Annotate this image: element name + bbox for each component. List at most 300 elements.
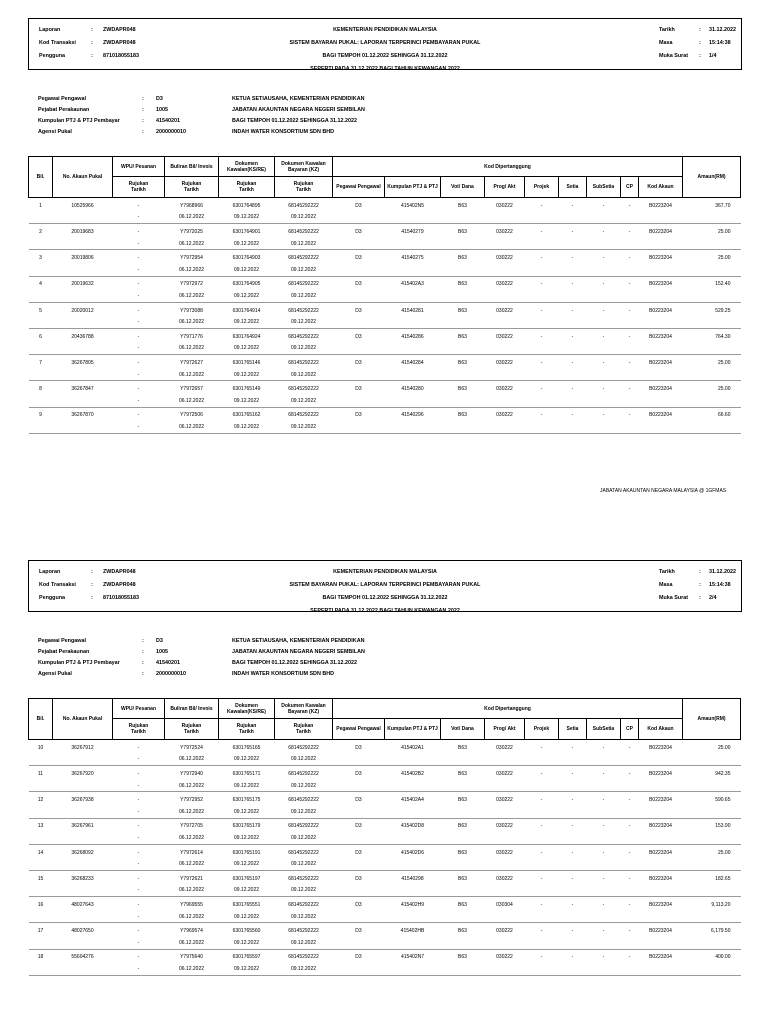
cell-setia: -	[571, 359, 574, 366]
cell-setia: -	[571, 928, 574, 935]
cell-wpu: -	[137, 307, 140, 314]
cell-setia: -	[571, 281, 574, 288]
table-row	[29, 302, 741, 316]
info-colon: :	[142, 660, 144, 666]
cell-projek: -	[540, 386, 543, 393]
info-row	[38, 638, 365, 649]
muka-surat-value: 1/4	[709, 53, 717, 59]
col-cp: CP	[621, 177, 639, 198]
cell-empty	[53, 937, 113, 949]
cell-ptj: 41540275	[401, 255, 424, 262]
masa-label: Masa	[659, 582, 673, 588]
report-title-asof: SEPERTI PADA 31.12.2022 BAGI TAHUN KEWANGAN 2022	[310, 608, 460, 614]
cell-empty	[559, 858, 587, 870]
cell-empty	[333, 754, 385, 766]
table-row	[29, 328, 741, 342]
report-info-block	[38, 96, 365, 140]
cell-ptj: 415402H9	[400, 901, 425, 908]
cell-dana: B63	[458, 333, 467, 340]
cell-empty	[559, 832, 587, 844]
cell-ptj: 415402D8	[400, 823, 425, 830]
report-title-system: SISTEM BAYARAN PUKAL: LAPORAN TERPERINCI PEMBAYARAN PUKAL	[289, 40, 481, 46]
cell-amaun: 66.60	[717, 412, 731, 419]
cell-ks: 6301765149	[232, 386, 261, 393]
cell-cp: -	[628, 954, 631, 961]
col-setia: Setia	[559, 719, 587, 740]
table-row	[29, 407, 741, 421]
cell-subsetia: -	[602, 255, 605, 262]
cell-akaun: 20019806	[71, 255, 94, 262]
cell-empty	[639, 369, 683, 381]
cell-inv-tarikh: 06.12.2022	[165, 395, 219, 407]
cell-kz: 68145292222	[288, 823, 319, 830]
cell-empty	[683, 238, 741, 250]
cell-ptj: 41540296	[401, 412, 424, 419]
cell-empty	[441, 806, 485, 818]
cell-kz-tarikh: 09.12.2022	[275, 238, 333, 250]
cell-empty	[525, 885, 559, 897]
cell-subsetia: -	[602, 823, 605, 830]
cell-kz-tarikh: 09.12.2022	[275, 395, 333, 407]
cell-kz-tarikh: 09.12.2022	[275, 911, 333, 923]
cell-empty	[53, 885, 113, 897]
column-label: Rujukan	[293, 723, 314, 729]
cell-empty	[559, 963, 587, 975]
cell-empty	[485, 963, 525, 975]
kod-transaksi-value: ZWDAPR048	[103, 582, 136, 588]
cell-wpu: -	[137, 281, 140, 288]
col-akaun: No. Akaun Pukal	[53, 157, 113, 198]
info-colon: :	[142, 671, 144, 677]
cell-ks: 6301765146	[232, 359, 261, 366]
cell-kz: 68145292222	[288, 359, 319, 366]
cell-empty	[683, 421, 741, 433]
col-invois-rujukan	[165, 719, 219, 740]
cell-amaun: 6,179.50	[711, 928, 731, 935]
cell-dana: B63	[458, 386, 467, 393]
column-label: Tarikh	[239, 729, 254, 735]
cell-empty	[683, 832, 741, 844]
cell-ptj: 415402N7	[400, 954, 425, 961]
cell-empty	[621, 369, 639, 381]
cell-empty	[29, 421, 53, 433]
cell-prog: 030222	[496, 359, 513, 366]
cell-wpu: -	[137, 901, 140, 908]
cell-empty	[441, 858, 485, 870]
cell-wpu-tarikh: -	[113, 780, 165, 792]
cell-kz-tarikh: 09.12.2022	[275, 212, 333, 224]
cell-kz: 68145292222	[288, 412, 319, 419]
cell-empty	[441, 937, 485, 949]
cell-empty	[683, 212, 741, 224]
cell-empty	[485, 343, 525, 355]
table-row	[29, 923, 741, 937]
cell-empty	[29, 911, 53, 923]
cell-empty	[639, 937, 683, 949]
cell-projek: -	[540, 954, 543, 961]
cell-wpu: -	[137, 849, 140, 856]
cell-dana: B63	[458, 849, 467, 856]
cell-empty	[683, 395, 741, 407]
cell-kz-tarikh: 09.12.2022	[275, 343, 333, 355]
cell-dana: B63	[458, 901, 467, 908]
cell-empty	[333, 264, 385, 276]
cell-cp: -	[628, 412, 631, 419]
cell-ks: 6301764905	[232, 281, 261, 288]
column-label: Tarikh	[131, 187, 146, 193]
cell-empty	[53, 395, 113, 407]
cell-pegawai: D3	[355, 797, 362, 804]
cell-empty	[683, 343, 741, 355]
cell-empty	[441, 754, 485, 766]
cell-empty	[587, 395, 621, 407]
info-value: D3	[156, 96, 163, 102]
cell-dana: B63	[458, 928, 467, 935]
info-description: KETUA SETIAUSAHA, KEMENTERIAN PENDIDIKAN	[232, 96, 365, 102]
cell-ks-tarikh: 09.12.2022	[219, 290, 275, 302]
cell-empty	[559, 911, 587, 923]
cell-kz-tarikh: 09.12.2022	[275, 780, 333, 792]
cell-empty	[621, 754, 639, 766]
cell-empty	[385, 395, 441, 407]
table-row-dates	[29, 395, 741, 407]
cell-wpu-tarikh: -	[113, 290, 165, 302]
cell-amaun: 25.00	[717, 386, 731, 393]
info-description: BAGI TEMPOH 01.12.2022 SEHINGGA 31.12.2022	[232, 660, 358, 666]
cell-ks: 6301764924	[232, 333, 261, 340]
cell-kod: B0223204	[649, 770, 672, 777]
cell-empty	[587, 806, 621, 818]
cell-dana: B63	[458, 770, 467, 777]
cell-inv-tarikh: 06.12.2022	[165, 212, 219, 224]
cell-empty	[485, 316, 525, 328]
info-label: Pegawai Pengawal	[38, 638, 86, 644]
cell-empty	[53, 858, 113, 870]
cell-ks: 6301764914	[232, 307, 261, 314]
table-row	[29, 870, 741, 884]
cell-ks: 6301765551	[232, 901, 261, 908]
cell-kz-tarikh: 09.12.2022	[275, 290, 333, 302]
col-kz-rujukan	[275, 177, 333, 198]
info-value: 1005	[156, 107, 168, 113]
cell-setia: -	[571, 770, 574, 777]
cell-empty	[587, 212, 621, 224]
info-description: INDAH WATER KONSORTIUM SDN BHD	[232, 129, 335, 135]
muka-surat-label: Muka Surat	[659, 53, 689, 59]
cell-empty	[441, 290, 485, 302]
cell-projek: -	[540, 744, 543, 751]
cell-kz: 68145292222	[288, 744, 319, 751]
cell-cp: -	[628, 281, 631, 288]
cell-empty	[385, 264, 441, 276]
cell-wpu-tarikh: -	[113, 858, 165, 870]
cell-empty	[385, 911, 441, 923]
cell-setia: -	[571, 386, 574, 393]
cell-ks: 6301764895	[232, 202, 261, 209]
laporan-value: ZWDAPR048	[103, 569, 136, 575]
cell-projek: -	[540, 823, 543, 830]
column-label: Rujukan	[293, 181, 314, 187]
col-ks: Dokumen Kawalan(KS/RE)	[219, 699, 275, 719]
cell-ks: 6301765162	[232, 412, 261, 419]
cell-cp: -	[628, 901, 631, 908]
cell-bil: 17	[37, 928, 44, 935]
cell-inv: Y7972025	[180, 228, 203, 235]
cell-empty	[441, 780, 485, 792]
cell-ks: 6301764901	[232, 228, 261, 235]
cell-empty	[639, 238, 683, 250]
cell-subsetia: -	[602, 228, 605, 235]
cell-empty	[559, 238, 587, 250]
cell-ks-tarikh: 09.12.2022	[219, 963, 275, 975]
cell-inv: Y7968966	[180, 202, 203, 209]
cell-ks-tarikh: 09.12.2022	[219, 316, 275, 328]
cell-projek: -	[540, 849, 543, 856]
report-title-asof: SEPERTI PADA 31.12.2022 BAGI TAHUN KEWANGAN 2022	[310, 66, 460, 72]
cell-empty	[639, 963, 683, 975]
cell-kod: B0223204	[649, 901, 672, 908]
cell-empty	[639, 885, 683, 897]
cell-prog: 030222	[496, 412, 513, 419]
cell-empty	[385, 780, 441, 792]
table-row	[29, 740, 741, 754]
cell-wpu: -	[137, 954, 140, 961]
cell-empty	[385, 212, 441, 224]
col-kz-rujukan	[275, 719, 333, 740]
cell-empty	[333, 885, 385, 897]
cell-inv: Y7972524	[180, 744, 203, 751]
cell-inv: Y7972657	[180, 386, 203, 393]
column-label: Tarikh	[184, 187, 199, 193]
report-title-system: SISTEM BAYARAN PUKAL: LAPORAN TERPERINCI PEMBAYARAN PUKAL	[289, 582, 481, 588]
cell-empty	[333, 369, 385, 381]
cell-empty	[683, 937, 741, 949]
info-colon: :	[142, 96, 144, 102]
table-row	[29, 897, 741, 911]
cell-subsetia: -	[602, 333, 605, 340]
cell-empty	[525, 780, 559, 792]
col-akaun: No. Akaun Pukal	[53, 699, 113, 740]
info-value: D3	[156, 638, 163, 644]
info-description: INDAH WATER KONSORTIUM SDN BHD	[232, 671, 335, 677]
cell-empty	[587, 369, 621, 381]
cell-empty	[525, 421, 559, 433]
col-wpu: WPU/ Pesanan	[113, 157, 165, 177]
cell-amaun: 590.65	[715, 797, 731, 804]
col-wpu-rujukan	[113, 177, 165, 198]
cell-empty	[385, 963, 441, 975]
cell-wpu-tarikh: -	[113, 754, 165, 766]
pengguna-label: Pengguna	[39, 53, 66, 59]
tarikh-label: Tarikh	[659, 569, 675, 575]
info-label: Pejabat Perakaunan	[38, 107, 90, 113]
table-row-dates	[29, 238, 741, 250]
cell-setia: -	[571, 202, 574, 209]
column-label: Tarikh	[296, 729, 311, 735]
cell-kz-tarikh: 09.12.2022	[275, 832, 333, 844]
cell-setia: -	[571, 255, 574, 262]
cell-dana: B63	[458, 281, 467, 288]
cell-amaun: 764.30	[715, 333, 731, 340]
cell-empty	[29, 806, 53, 818]
cell-pegawai: D3	[355, 281, 362, 288]
table-row	[29, 276, 741, 290]
cell-empty	[639, 754, 683, 766]
cell-empty	[29, 395, 53, 407]
cell-ks-tarikh: 09.12.2022	[219, 264, 275, 276]
col-pegawai: Pegawai Pengawal	[333, 719, 385, 740]
cell-setia: -	[571, 228, 574, 235]
cell-empty	[333, 911, 385, 923]
cell-setia: -	[571, 823, 574, 830]
cell-wpu-tarikh: -	[113, 395, 165, 407]
cell-pegawai: D3	[355, 228, 362, 235]
cell-inv: Y7972627	[180, 359, 203, 366]
cell-inv-tarikh: 06.12.2022	[165, 885, 219, 897]
cell-subsetia: -	[602, 281, 605, 288]
laporan-label: Laporan	[39, 27, 61, 33]
cell-empty	[683, 806, 741, 818]
cell-empty	[559, 369, 587, 381]
cell-akaun: 36267961	[71, 823, 94, 830]
cell-subsetia: -	[602, 386, 605, 393]
cell-kz-tarikh: 09.12.2022	[275, 806, 333, 818]
info-description: KETUA SETIAUSAHA, KEMENTERIAN PENDIDIKAN	[232, 638, 365, 644]
cell-wpu-tarikh: -	[113, 238, 165, 250]
col-dana: Vot/ Dana	[441, 719, 485, 740]
cell-projek: -	[540, 333, 543, 340]
cell-empty	[485, 369, 525, 381]
cell-akaun: 36268233	[71, 875, 94, 882]
cell-kz: 68145292222	[288, 954, 319, 961]
col-wpu: WPU/ Pesanan	[113, 699, 165, 719]
cell-ptj: 415402A3	[401, 281, 424, 288]
table-row-dates	[29, 264, 741, 276]
cell-cp: -	[628, 333, 631, 340]
cell-empty	[639, 911, 683, 923]
cell-inv-tarikh: 06.12.2022	[165, 238, 219, 250]
cell-empty	[587, 832, 621, 844]
cell-prog: 030222	[496, 823, 513, 830]
cell-ks-tarikh: 09.12.2022	[219, 421, 275, 433]
cell-kz-tarikh: 09.12.2022	[275, 316, 333, 328]
table-row-dates	[29, 806, 741, 818]
cell-dana: B63	[458, 823, 467, 830]
cell-subsetia: -	[602, 744, 605, 751]
cell-empty	[485, 421, 525, 433]
table-row-dates	[29, 858, 741, 870]
info-label: Kumpulan PTJ & PTJ Pembayar	[38, 118, 120, 124]
cell-empty	[639, 832, 683, 844]
cell-wpu: -	[137, 770, 140, 777]
cell-empty	[683, 290, 741, 302]
cell-dana: B63	[458, 202, 467, 209]
cell-empty	[385, 238, 441, 250]
info-colon: :	[142, 638, 144, 644]
cell-projek: -	[540, 901, 543, 908]
cell-wpu-tarikh: -	[113, 885, 165, 897]
cell-empty	[333, 937, 385, 949]
col-bil: Bil.	[29, 157, 53, 198]
cell-empty	[385, 937, 441, 949]
cell-inv-tarikh: 06.12.2022	[165, 806, 219, 818]
cell-empty	[683, 858, 741, 870]
info-value: 41540201	[156, 660, 180, 666]
cell-subsetia: -	[602, 928, 605, 935]
cell-cp: -	[628, 255, 631, 262]
cell-empty	[621, 806, 639, 818]
cell-empty	[385, 858, 441, 870]
cell-cp: -	[628, 797, 631, 804]
cell-empty	[621, 911, 639, 923]
cell-empty	[29, 238, 53, 250]
cell-empty	[559, 421, 587, 433]
cell-empty	[587, 911, 621, 923]
cell-empty	[333, 238, 385, 250]
cell-empty	[441, 238, 485, 250]
cell-empty	[559, 316, 587, 328]
cell-setia: -	[571, 412, 574, 419]
cell-empty	[53, 238, 113, 250]
cell-setia: -	[571, 954, 574, 961]
cell-amaun: 153.90	[715, 823, 731, 830]
cell-projek: -	[540, 797, 543, 804]
cell-empty	[441, 911, 485, 923]
cell-akaun: 55604276	[71, 954, 94, 961]
cell-empty	[485, 780, 525, 792]
cell-empty	[333, 832, 385, 844]
cell-kz: 68145292222	[288, 875, 319, 882]
col-cp: CP	[621, 719, 639, 740]
cell-wpu-tarikh: -	[113, 316, 165, 328]
cell-empty	[441, 963, 485, 975]
cell-prog: 030304	[496, 901, 513, 908]
cell-empty	[29, 937, 53, 949]
cell-kz: 68145292222	[288, 202, 319, 209]
cell-kz: 68145292222	[288, 770, 319, 777]
cell-ptj: 415402B2	[401, 770, 424, 777]
cell-empty	[29, 885, 53, 897]
info-row	[38, 107, 365, 118]
cell-empty	[525, 806, 559, 818]
col-prog: Prog/ Akt	[485, 719, 525, 740]
info-colon: :	[142, 118, 144, 124]
cell-empty	[485, 885, 525, 897]
cell-empty	[385, 832, 441, 844]
info-value: 2000000010	[156, 129, 186, 135]
table-row-dates	[29, 369, 741, 381]
cell-empty	[525, 369, 559, 381]
info-label: Agensi Pukal	[38, 129, 72, 135]
cell-empty	[587, 290, 621, 302]
cell-ks: 6301765175	[232, 797, 261, 804]
payment-table	[28, 156, 741, 434]
cell-projek: -	[540, 281, 543, 288]
cell-empty	[485, 754, 525, 766]
cell-prog: 030222	[496, 386, 513, 393]
cell-kod: B0223204	[649, 228, 672, 235]
cell-setia: -	[571, 333, 574, 340]
cell-dana: B63	[458, 412, 467, 419]
cell-cp: -	[628, 307, 631, 314]
cell-wpu-tarikh: -	[113, 264, 165, 276]
kod-transaksi-value: ZWDAPR048	[103, 40, 136, 46]
cell-kod: B0223204	[649, 797, 672, 804]
cell-subsetia: -	[602, 875, 605, 882]
column-label: Rujukan	[181, 723, 202, 729]
cell-inv: Y7972506	[180, 412, 203, 419]
cell-subsetia: -	[602, 412, 605, 419]
